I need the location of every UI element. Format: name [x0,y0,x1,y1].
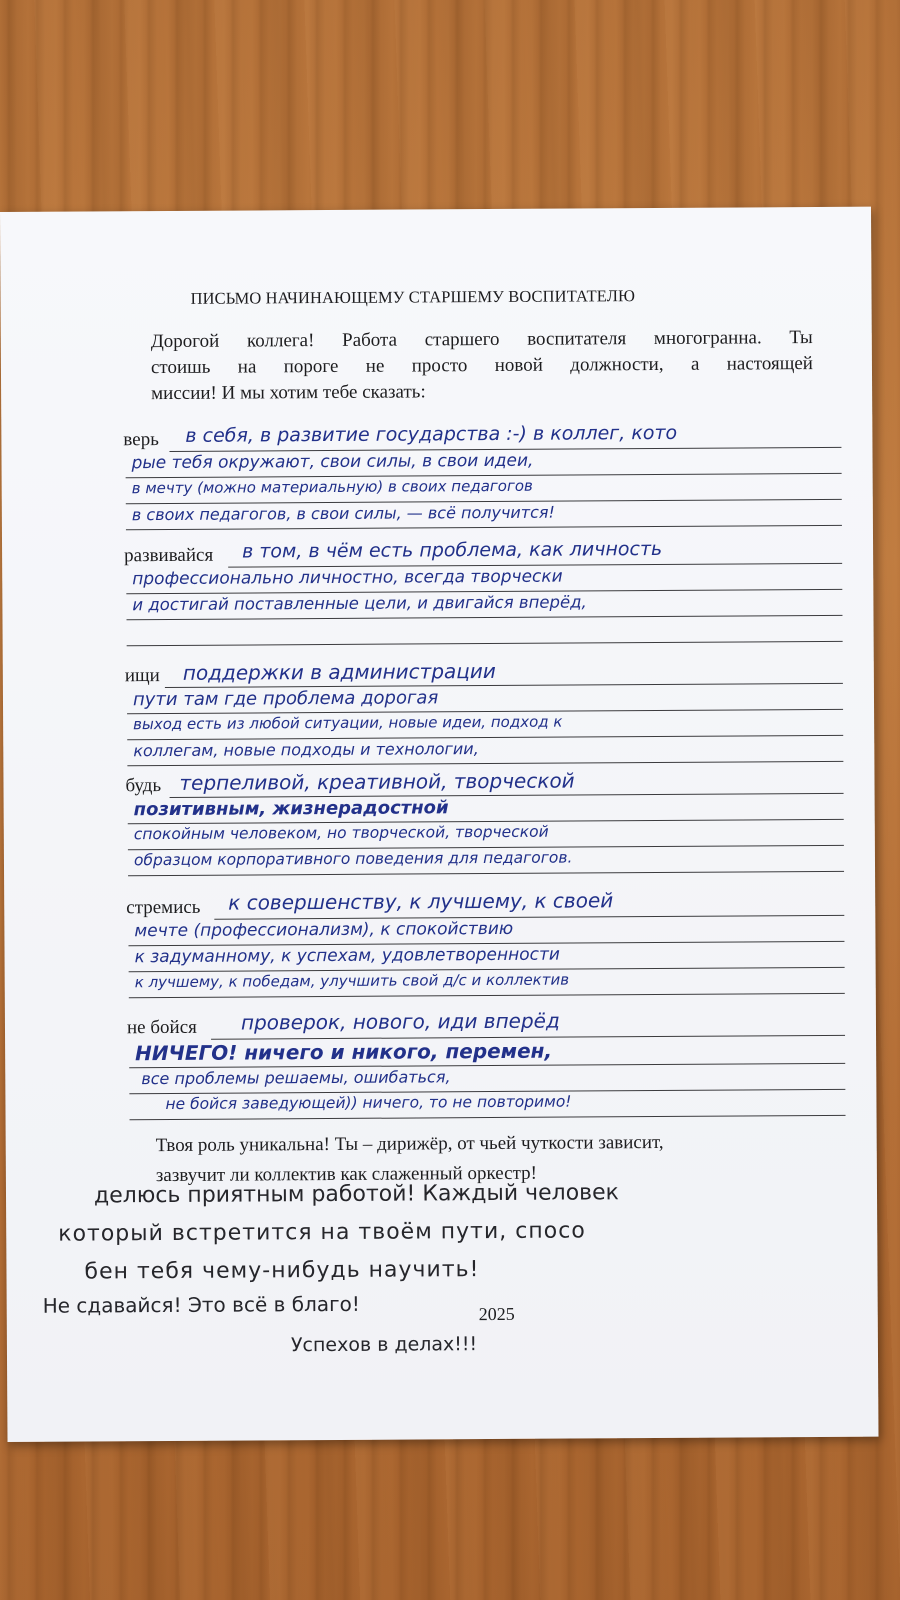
intro-paragraph [151,325,813,407]
answer-line [214,915,844,920]
closing-wish: Успехов в делах!!! [290,1333,478,1357]
letter-title: ПИСЬМО НАЧИНАЮЩЕМУ СТАРШЕМУ ВОСПИТАТЕЛЮ [190,286,636,308]
intro-line: Дорогой коллега! Работа старшего воспитателя многогранна. Ты [150,327,813,353]
section-label: будь [125,775,162,797]
answer-line [128,871,844,876]
handwritten-answer: все проблемы решаемы, ошибаться, [141,1067,451,1089]
handwritten-answer: коллегам, новые подходы и технологии, [133,739,479,761]
handwritten-answer: терпеливой, креативной, творческой [179,768,575,795]
note-line: бен тебя чему-нибудь научить! [84,1257,480,1285]
section-label: верь [123,429,159,451]
note-line: делюсь приятным работой! Каждый человек [93,1180,620,1209]
handwritten-answer: проверок, нового, иди вперёд [240,1008,560,1035]
handwritten-answer: поддержки в администрации [182,658,496,685]
handwritten-answer: пути там где проблема дорогая [132,687,439,711]
handwritten-answer: в себя, в развитие государства :-) в коллег, кото [185,421,678,447]
answer-line [129,993,845,998]
handwritten-answer: образцом корпоративного поведения для педагогов. [133,848,573,870]
letter-sheet [0,207,878,1442]
handwritten-answer: в своих педагогов, в свои силы, — всё получится! [131,502,555,525]
intro-line: стоишь на пороге не просто новой должности, а настоящей [150,353,814,379]
year: 2025 [478,1303,515,1325]
answer-line [126,525,842,530]
handwritten-answer: выход есть из любой ситуации, новые идеи, подход к [133,712,563,734]
section-label: не бойся [126,1016,197,1039]
section-label: развивайся [124,544,214,567]
handwritten-answer: к лучшему, к победам, улучшить свой д/с и коллектив [134,970,570,992]
answer-line [127,761,843,766]
closing-line: зазвучит ли коллектив как слаженный оркестр! [155,1162,537,1187]
section-label: ищи [124,665,160,687]
answer-line [130,1115,846,1120]
answer-line [127,735,843,740]
section-label: стремись [126,896,201,919]
closing-line: Твоя роль уникальна! Ты – дирижёр, от чьей чуткости зависит, [155,1131,664,1157]
answer-line [127,641,843,646]
handwritten-answer: к задуманному, к успехам, удовлетворенности [134,944,560,968]
note-line: Не сдавайся! Это всё в благо! [42,1291,360,1318]
note-line: который встретится на твоём пути, спосо [58,1218,586,1247]
handwritten-answer: мечте (профессионализм), к спокойствию [134,918,514,942]
handwritten-answer: НИЧЕГО! ничего и никого, перемен, [135,1038,553,1066]
handwritten-answer: спокойным человеком, но творческой, творческой [133,822,549,844]
handwritten-answer: и достигай поставленные цели, и двигайся вперёд, [132,592,587,615]
handwritten-answer: в том, в чём есть проблема, как личность [242,537,663,563]
intro-line: миссии! И мы хотим тебе сказать: [151,381,426,405]
answer-line [126,615,842,620]
handwritten-answer: в мечту (можно материальную) в своих педагогов [131,476,533,498]
handwritten-answer: рые тебя окружают, свои силы, в свои идеи, [131,450,534,474]
handwritten-answer: позитивным, жизнерадостной [133,797,449,821]
handwritten-answer: не бойся заведующей)) ничего, то не повторимо! [165,1092,572,1114]
handwritten-answer: профессионально личностно, всегда творчески [132,566,563,590]
handwritten-answer: к совершенству, к лучшему, к своей [228,888,614,915]
